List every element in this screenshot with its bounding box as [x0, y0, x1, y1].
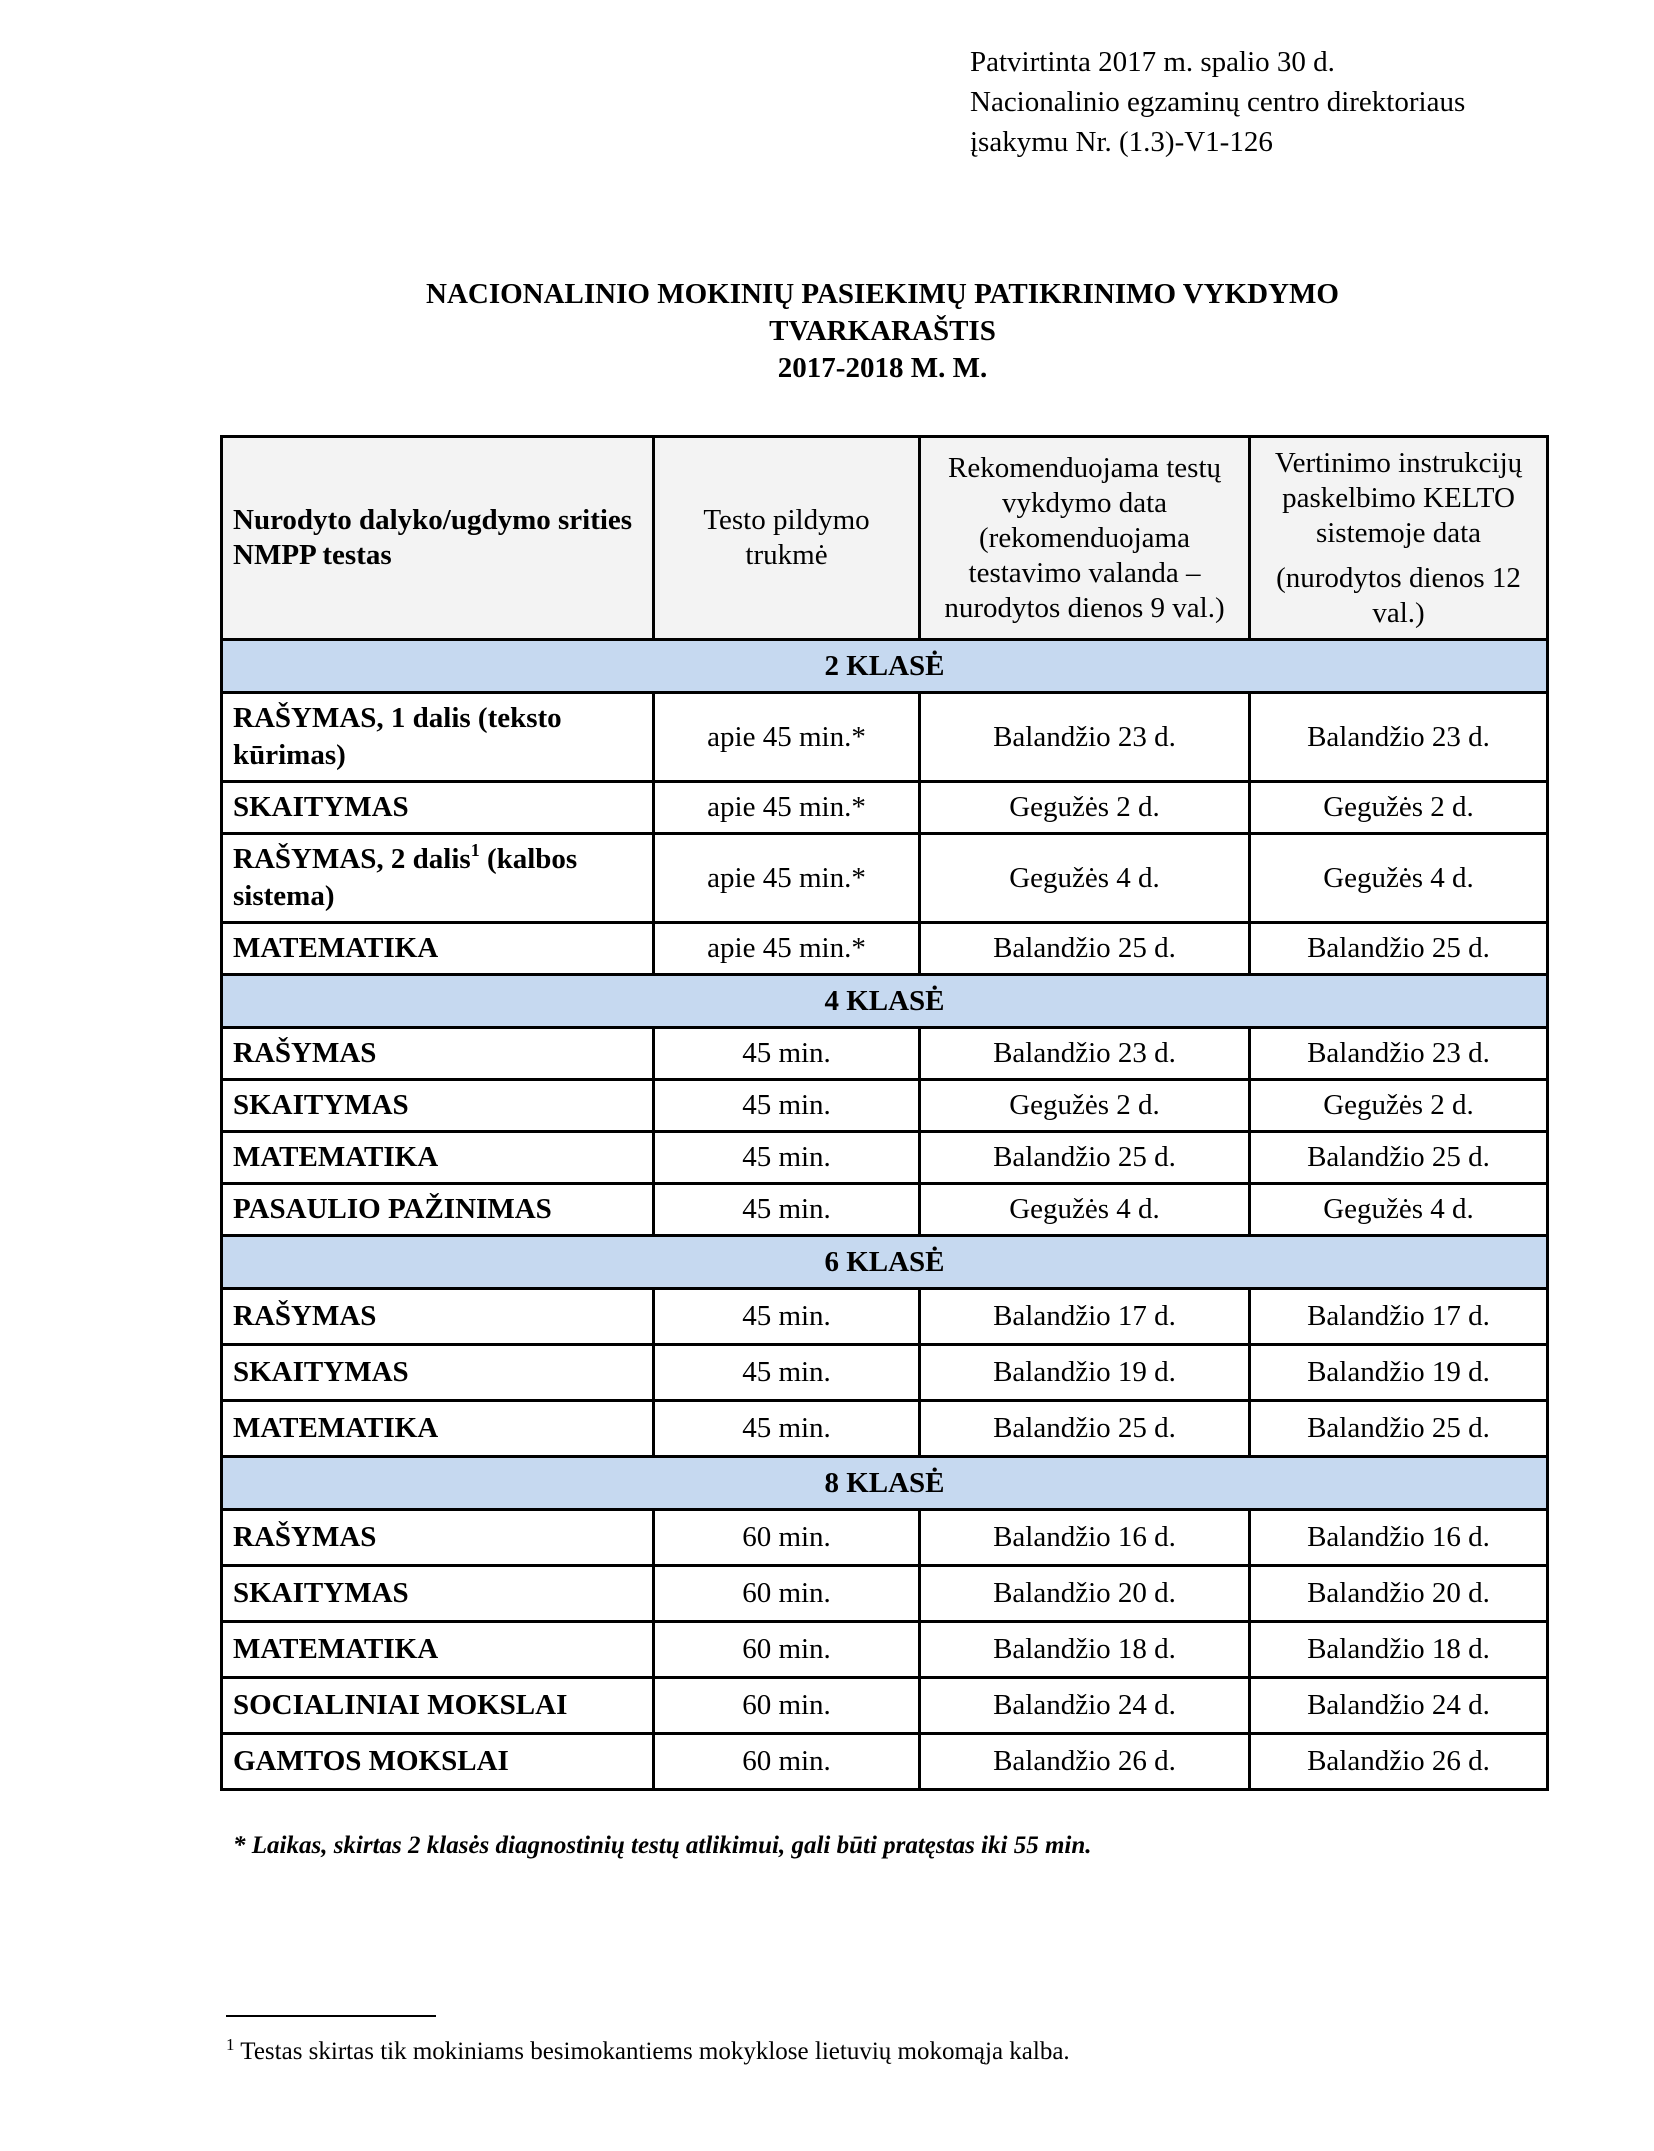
- footnote: [226, 2035, 1070, 2066]
- test-date-cell: Balandžio 19 d.: [920, 1345, 1250, 1401]
- grade-label: 6 KLASĖ: [222, 1236, 1548, 1289]
- table-row: [222, 1080, 1548, 1132]
- table-row: [222, 693, 1548, 782]
- header-instructions-date: [1250, 437, 1548, 640]
- duration-cell: apie 45 min.*: [654, 834, 920, 923]
- test-date-cell: Balandžio 16 d.: [920, 1510, 1250, 1566]
- subject-cell: SKAITYMAS: [222, 1080, 654, 1132]
- duration-cell: 45 min.: [654, 1080, 920, 1132]
- grade-label: 4 KLASĖ: [222, 975, 1548, 1028]
- subject-cell: MATEMATIKA: [222, 1622, 654, 1678]
- table-row: [222, 1184, 1548, 1236]
- footnote-text: Testas skirtas tik mokiniams besimokantiems mokyklose lietuvių mokomąja kalba.: [234, 2038, 1070, 2065]
- subject-cell: RAŠYMAS: [222, 1028, 654, 1080]
- title-line-1: NACIONALINIO MOKINIŲ PASIEKIMŲ PATIKRINIMO VYKDYMO: [426, 278, 1339, 310]
- grade-row: [222, 640, 1548, 693]
- instructions-date-cell: Balandžio 23 d.: [1250, 1028, 1548, 1080]
- subject-cell: SKAITYMAS: [222, 1345, 654, 1401]
- instructions-date-cell: Balandžio 25 d.: [1250, 1132, 1548, 1184]
- table-row: [222, 1734, 1548, 1790]
- header-duration: Testo pildymo trukmė: [654, 437, 920, 640]
- schedule-table: [220, 435, 1549, 1791]
- table-row: [222, 1566, 1548, 1622]
- subject-cell: MATEMATIKA: [222, 923, 654, 975]
- title-line-2: TVARKARAŠTIS: [769, 315, 996, 347]
- grade-label: 8 KLASĖ: [222, 1457, 1548, 1510]
- table-row: [222, 1622, 1548, 1678]
- duration-cell: 45 min.: [654, 1289, 920, 1345]
- test-date-cell: Balandžio 25 d.: [920, 1132, 1250, 1184]
- test-date-cell: Gegužės 2 d.: [920, 1080, 1250, 1132]
- footnote-ref: 1: [470, 840, 480, 860]
- approval-line-2: Nacionalinio egzaminų centro direktoriaus: [970, 86, 1466, 118]
- instructions-date-cell: Gegužės 2 d.: [1250, 782, 1548, 834]
- instructions-date-cell: Balandžio 20 d.: [1250, 1566, 1548, 1622]
- test-date-cell: Balandžio 20 d.: [920, 1566, 1250, 1622]
- duration-cell: 60 min.: [654, 1678, 920, 1734]
- approval-line-3: įsakymu Nr. (1.3)-V1-126: [970, 126, 1273, 158]
- header-test-date: Rekomenduojama testų vykdymo data (rekomenduojama testavimo valanda – nurodytos dienos 9 val.): [920, 437, 1250, 640]
- duration-cell: apie 45 min.*: [654, 923, 920, 975]
- test-date-cell: Balandžio 18 d.: [920, 1622, 1250, 1678]
- title-line-3: 2017-2018 M. M.: [777, 352, 988, 384]
- duration-cell: 45 min.: [654, 1345, 920, 1401]
- duration-cell: 45 min.: [654, 1132, 920, 1184]
- duration-note: * Laikas, skirtas 2 klasės diagnostinių testų atlikimui, gali būti pratęstas iki 55 min.: [233, 1832, 1092, 1859]
- subject-cell: RAŠYMAS, 1 dalis (teksto kūrimas): [222, 693, 654, 782]
- test-date-cell: Gegužės 2 d.: [920, 782, 1250, 834]
- subject-cell: SOCIALINIAI MOKSLAI: [222, 1678, 654, 1734]
- grade-row: [222, 1457, 1548, 1510]
- instructions-date-cell: Balandžio 17 d.: [1250, 1289, 1548, 1345]
- subject-cell: RAŠYMAS: [222, 1289, 654, 1345]
- test-date-cell: Balandžio 17 d.: [920, 1289, 1250, 1345]
- subject-text: RAŠYMAS, 2 dalis: [233, 843, 471, 875]
- test-date-cell: Balandžio 26 d.: [920, 1734, 1250, 1790]
- schedule-body: [222, 640, 1548, 1790]
- header-subject: Nurodyto dalyko/ugdymo srities NMPP testas: [222, 437, 654, 640]
- document-title: [220, 276, 1545, 387]
- test-date-cell: Gegužės 4 d.: [920, 1184, 1250, 1236]
- table-row: [222, 1401, 1548, 1457]
- duration-cell: 45 min.: [654, 1401, 920, 1457]
- approval-line-1: Patvirtinta 2017 m. spalio 30 d.: [970, 46, 1335, 78]
- subject-cell: MATEMATIKA: [222, 1401, 654, 1457]
- header-row: [222, 437, 1548, 640]
- test-date-cell: Gegužės 4 d.: [920, 834, 1250, 923]
- instructions-date-cell: Balandžio 18 d.: [1250, 1622, 1548, 1678]
- duration-cell: 60 min.: [654, 1510, 920, 1566]
- grade-label: 2 KLASĖ: [222, 640, 1548, 693]
- subject-cell: SKAITYMAS: [222, 782, 654, 834]
- test-date-cell: Balandžio 25 d.: [920, 923, 1250, 975]
- table-row: [222, 1028, 1548, 1080]
- duration-cell: 45 min.: [654, 1184, 920, 1236]
- approval-block: [970, 42, 1465, 162]
- instructions-date-cell: Balandžio 25 d.: [1250, 1401, 1548, 1457]
- grade-row: [222, 1236, 1548, 1289]
- duration-cell: 60 min.: [654, 1734, 920, 1790]
- instructions-date-cell: Balandžio 23 d.: [1250, 693, 1548, 782]
- subject-cell: [222, 834, 654, 923]
- table-row: [222, 1678, 1548, 1734]
- table-row: [222, 1510, 1548, 1566]
- footnote-marker: 1: [226, 2035, 235, 2054]
- header-instructions-note: (nurodytos dienos 12 val.): [1276, 561, 1521, 629]
- instructions-date-cell: Gegužės 4 d.: [1250, 834, 1548, 923]
- table-row: [222, 923, 1548, 975]
- grade-row: [222, 975, 1548, 1028]
- duration-cell: 60 min.: [654, 1566, 920, 1622]
- instructions-date-cell: Balandžio 26 d.: [1250, 1734, 1548, 1790]
- duration-cell: 60 min.: [654, 1622, 920, 1678]
- duration-cell: 45 min.: [654, 1028, 920, 1080]
- test-date-cell: Balandžio 25 d.: [920, 1401, 1250, 1457]
- duration-cell: apie 45 min.*: [654, 782, 920, 834]
- subject-cell: PASAULIO PAŽINIMAS: [222, 1184, 654, 1236]
- instructions-date-cell: Balandžio 25 d.: [1250, 923, 1548, 975]
- subject-text-cont: (kalbos sistema): [233, 843, 578, 912]
- instructions-date-cell: Balandžio 24 d.: [1250, 1678, 1548, 1734]
- test-date-cell: Balandžio 23 d.: [920, 693, 1250, 782]
- duration-cell: apie 45 min.*: [654, 693, 920, 782]
- instructions-date-cell: Balandžio 19 d.: [1250, 1345, 1548, 1401]
- test-date-cell: Balandžio 24 d.: [920, 1678, 1250, 1734]
- header-instructions-main: Vertinimo instrukcijų paskelbimo KELTO sistemoje data: [1274, 446, 1523, 549]
- table-row: [222, 1132, 1548, 1184]
- table-row: [222, 782, 1548, 834]
- instructions-date-cell: Gegužės 2 d.: [1250, 1080, 1548, 1132]
- subject-cell: GAMTOS MOKSLAI: [222, 1734, 654, 1790]
- subject-cell: SKAITYMAS: [222, 1566, 654, 1622]
- test-date-cell: Balandžio 23 d.: [920, 1028, 1250, 1080]
- table-row: [222, 1289, 1548, 1345]
- instructions-date-cell: Gegužės 4 d.: [1250, 1184, 1548, 1236]
- instructions-date-cell: Balandžio 16 d.: [1250, 1510, 1548, 1566]
- subject-cell: MATEMATIKA: [222, 1132, 654, 1184]
- table-row: [222, 834, 1548, 923]
- table-row: [222, 1345, 1548, 1401]
- footnote-separator: [226, 2015, 436, 2017]
- subject-cell: RAŠYMAS: [222, 1510, 654, 1566]
